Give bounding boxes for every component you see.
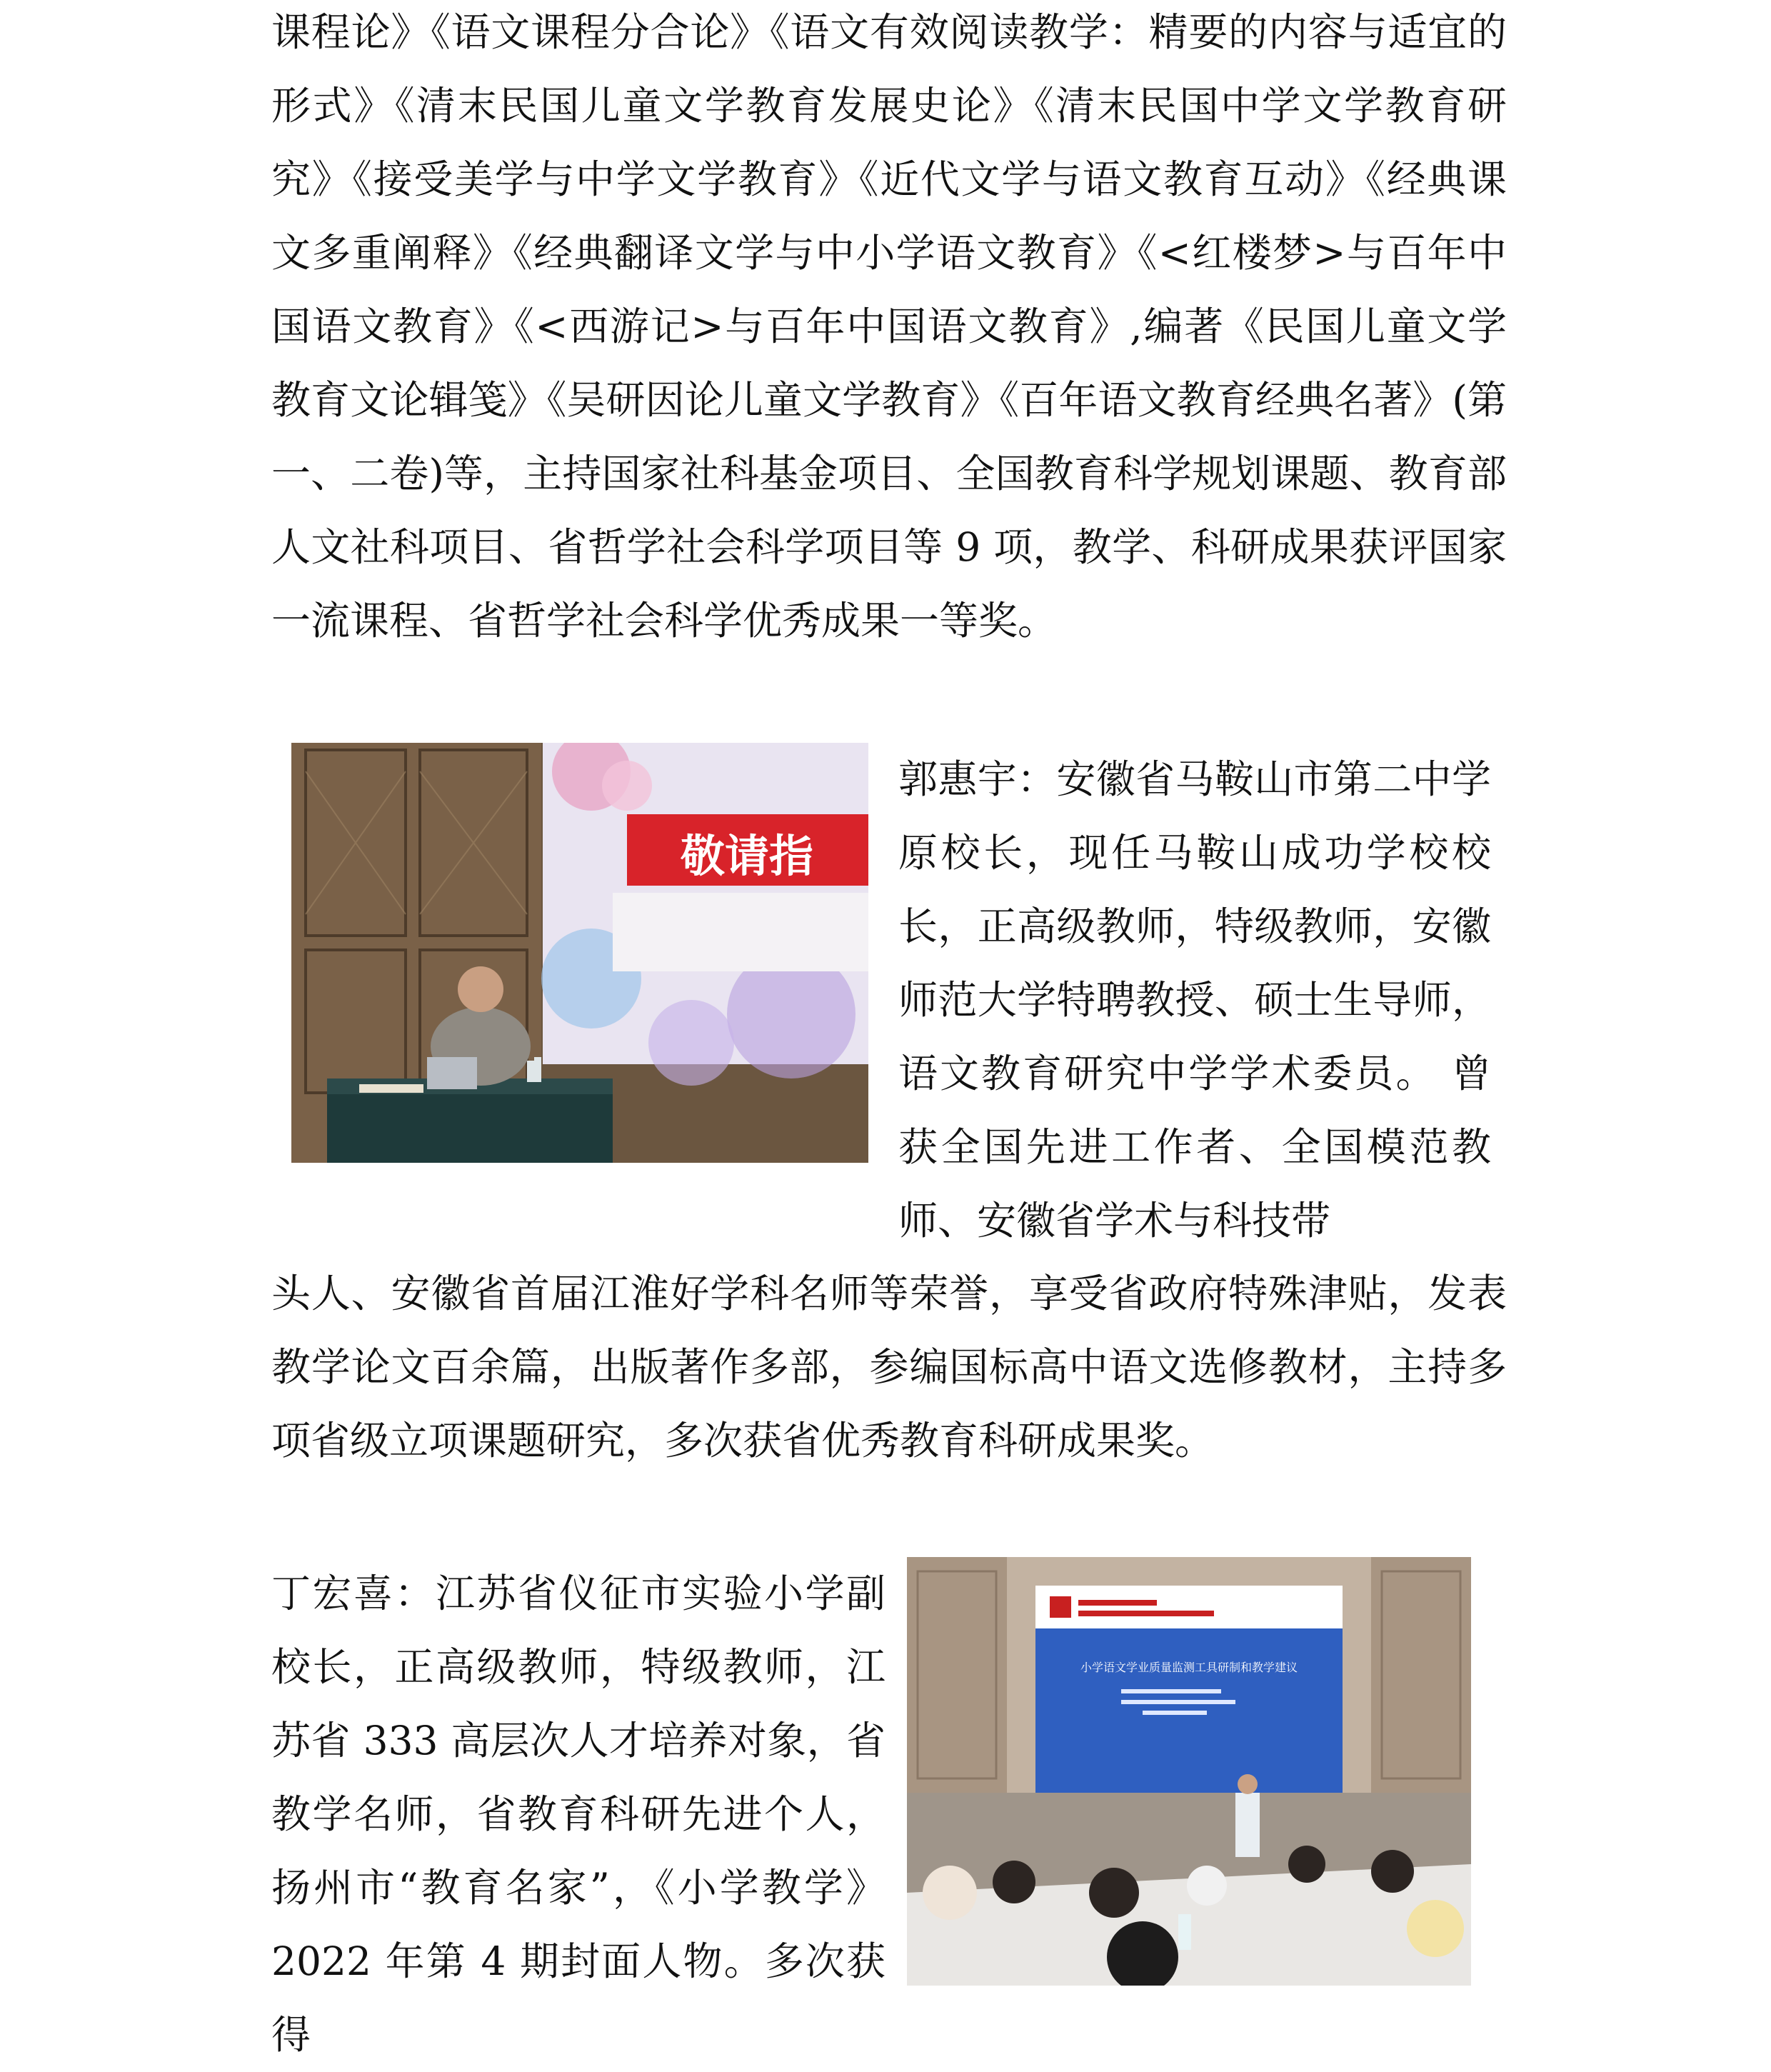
paragraph-bibliography: 课程论》《语文课程分合论》《语文有效阅读教学：精要的内容与适宜的形式》《清末民国儿童文学教育发展史论》《清末民国中学文学教育研究》《接受美学与中学文学教育》《近代文学与语文教育互动》《经典课文多重阐释》《经典翻译文学与中小学语文教育》《<红楼梦>与百年中国语文教育》《<西游记>与百年中国语文教育》,编著《民国儿童文学教育文论辑笺》《吴研因论儿童文学教育》《百年语文教育经典名著》(第一、二卷)等，主持国家社科基金项目、全国教育科学规划课题、教育部人文社科项目、省哲学社会科学项目等 9 项，教学、科研成果获评国家一流课程、省哲学社会科学优秀成果一等奖。 [271, 9, 1507, 644]
photo-guo-huiyu-lecture [291, 743, 868, 1163]
bio-guo-huiyu-intro: 郭惠宇：安徽省马鞍山市第二中学原校长，现任马鞍山成功学校校长，正高级教师，特级教师，安徽师范大学特聘教授、硕士生导师，语文教育研究中学学术委员。 曾获全国先进工作者、全国模范教师、安徽省学术与科技带 [898, 756, 1491, 1243]
lecture-photo-illustration [291, 743, 868, 1163]
slide-title: 小学语文学业质量监测工具研制和教学建议 [1080, 1661, 1298, 1674]
bio-ding-hongxi: 丁宏喜：江苏省仪征市实验小学副校长，正高级教师，特级教师，江苏省 333 高层次人才培养对象，省教学名师，省教育科研先进个人，扬州市“教育名家”，《小学教学》2022 年第 4 期封面人物。多次获得 [271, 1571, 886, 2058]
bio-guo-huiyu-continued: 头人、安徽省首届江淮好学科名师等荣誉，享受省政府特殊津贴，发表教学论文百余篇，出版著作多部，参编国标高中语文选修教材，主持多项省级立项课题研究，多次获省优秀教育科研成果奖。 [271, 1271, 1507, 1463]
photo-ding-hongxi-lecture [907, 1557, 1471, 1986]
screen-text: 敬请指 [681, 830, 814, 882]
lecture-hall-illustration [907, 1557, 1471, 1986]
